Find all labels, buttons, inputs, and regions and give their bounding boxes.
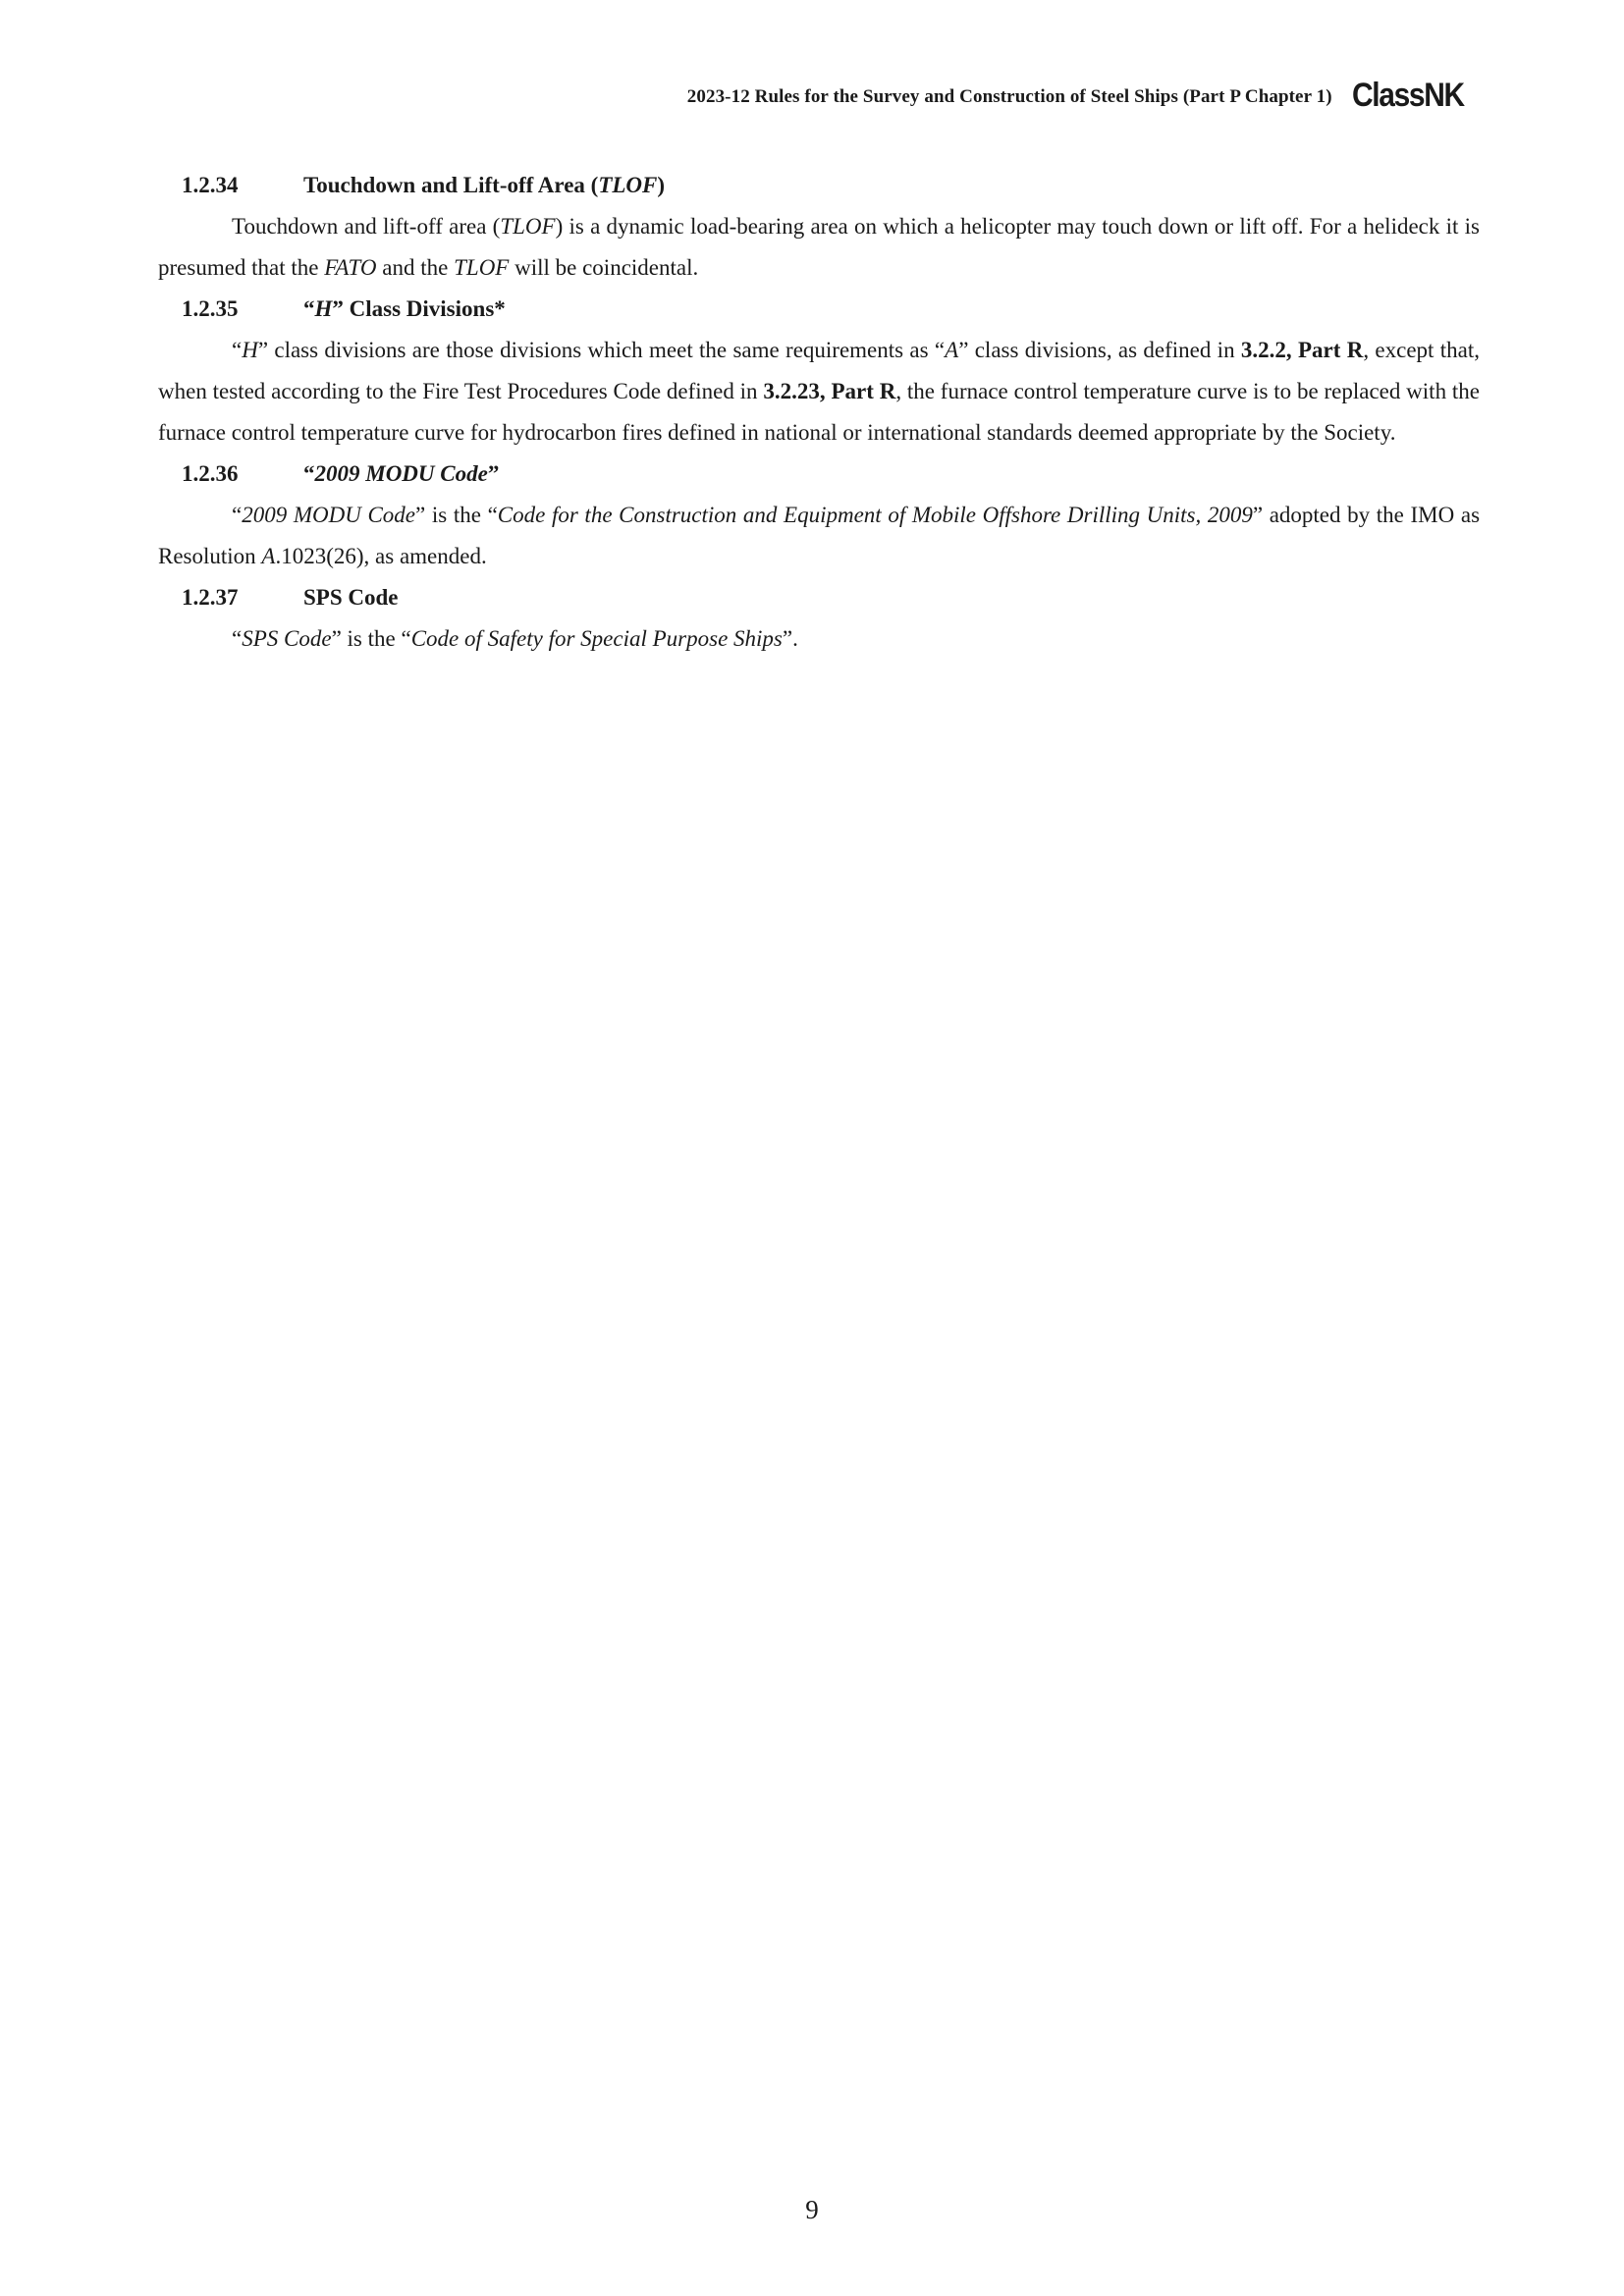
section-title-text: ” Class Divisions*: [332, 296, 506, 321]
cross-reference: 3.2.2, Part R: [1240, 338, 1364, 362]
text-run: ” class divisions are those divisions which meet the same requirements as “: [257, 338, 946, 362]
text-run-italic: SPS Code: [242, 626, 332, 651]
text-run: ”.: [782, 626, 798, 651]
text-run: “: [232, 626, 243, 651]
section-number: 1.2.36: [182, 461, 239, 486]
text-run-italic: 2009 MODU Code: [242, 503, 416, 527]
text-run: ” adopted by the IMO as Resolution: [158, 503, 1481, 568]
text-run-italic: A: [261, 544, 276, 568]
section-paragraph-1-2-36: [158, 495, 1480, 577]
page-number: 9: [805, 2195, 819, 2224]
text-run-italic: Code for the Construction and Equipment of Mobile Offshore Drilling Units, 2009: [497, 503, 1253, 527]
section-title: [303, 289, 506, 330]
text-run: , the furnace control temperature curve is to be replaced with the furnace control temperature curve for hydrocarbon fires defined in national or international standards deemed appropriate by the Society.: [158, 379, 1480, 445]
text-run: “: [232, 503, 243, 527]
text-run-italic: TLOF: [454, 255, 510, 280]
text-run-italic: H: [242, 338, 258, 362]
cross-reference: 3.2.23, Part R: [763, 379, 896, 403]
section-title-italic: TLOF: [598, 173, 658, 197]
text-run: ” is the “: [415, 503, 498, 527]
text-run-italic: A: [945, 338, 959, 362]
section-title-text: “: [303, 296, 315, 321]
text-run: ” is the “: [331, 626, 411, 651]
section-paragraph-1-2-35: [158, 330, 1480, 454]
section-heading-1-2-34: [182, 165, 1480, 206]
text-run: Touchdown and lift-off area (: [232, 214, 501, 239]
section-number: 1.2.37: [182, 585, 239, 610]
text-run-italic: Code of Safety for Special Purpose Ships: [410, 626, 783, 651]
section-title-text: Touchdown and Lift-off Area (: [303, 173, 599, 197]
section-heading-1-2-35: [182, 289, 1480, 330]
section-title: [303, 165, 665, 206]
section-paragraph-1-2-34: [158, 206, 1480, 289]
section-title-italic: 2009 MODU Code: [314, 461, 488, 486]
text-run: “: [232, 338, 243, 362]
text-run: ” class divisions, as defined in: [958, 338, 1241, 362]
text-run: and the: [376, 255, 455, 280]
section-title-italic: H: [314, 296, 333, 321]
section-number: 1.2.34: [182, 173, 239, 197]
text-run-italic: FATO: [324, 255, 377, 280]
section-number: 1.2.35: [182, 296, 239, 321]
section-title-text: ”: [487, 461, 500, 486]
running-header-title: 2023-12 Rules for the Survey and Construction of Steel Ships (Part P Chapter 1): [686, 86, 1332, 107]
text-run: .1023(26), as amended.: [275, 544, 487, 568]
section-title: SPS Code: [303, 585, 399, 610]
section-heading-1-2-37: [182, 577, 1480, 618]
text-run: will be coincidental.: [509, 255, 699, 280]
text-run-italic: TLOF: [500, 214, 556, 239]
section-title-text: “: [303, 461, 315, 486]
document-body: [158, 165, 1480, 660]
section-title-text: ): [657, 173, 666, 197]
section-heading-1-2-36: [182, 454, 1480, 495]
section-paragraph-1-2-37: [158, 618, 1480, 660]
classnk-logo: ClassNK: [1351, 77, 1464, 114]
text-run: ) is a dynamic load-bearing area on which a helicopter may touch down or lift off. For a helideck it is presumed that the: [158, 214, 1480, 280]
section-title: [303, 454, 499, 495]
page-header: [686, 77, 1479, 114]
text-run: , except that, when tested according to the Fire Test Procedures Code defined in: [158, 338, 1480, 403]
